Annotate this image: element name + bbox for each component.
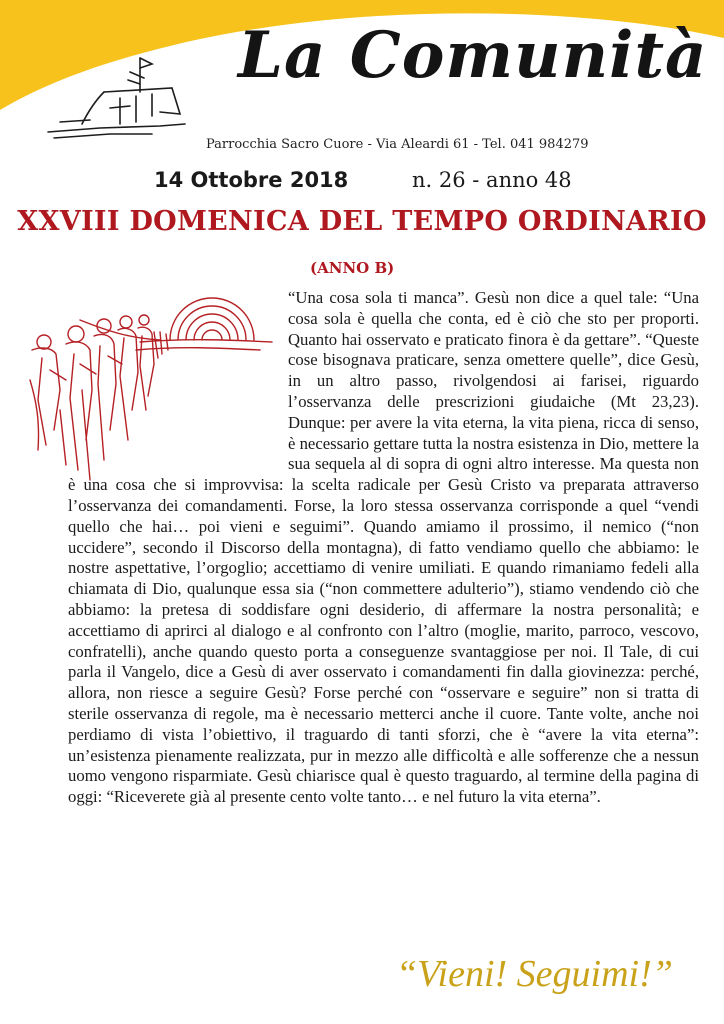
motto-wrap-gap: [699, 288, 700, 914]
article-text: “Una cosa sola ti manca”. Gesù non dice a quel tale: “Una cosa sola è quella che conta, ed è ciò che sto per proporti. Quanto hai osservato e praticato finora è da gettare”. “Queste cose bisognava praticare, senza omettere quelle”, dice Gesù, in un altro passo, rivolgendosi ai farisei, riguardo l’osservanza delle prescrizioni giudaiche (Mt 23,23). Dunque: per avere la vita eterna, la vita piena, ricca di senso, è necessario gettare tutta la nostra esistenza in Dio, mettere la sua sequela al di sopra di ogni altro interesse. Ma questa non è una cosa che si improvvisa: la scelta radicale per Gesù Cristo va preparata attraverso l’osservanza dei comandamenti. Forse, la loro stessa osservanza corrisponde a quel “vendi quello che hai… poi vieni e seguimi”. Quando amiamo il prossimo, il nemico (“non uccidere”, secondo il Discorso della montagna), di fatto vendiamo quello che abbiamo: le nostre aspettative, l’orgoglio; accettiamo di venire umiliati. E quando rimaniamo fedeli alla chiamata di Dio, qualunque essa sia (“non commettere adulterio”), stiamo vendendo ciò che abbiamo: la pretesa di soddisfare ogni desiderio, di affermare la nostra personalità; e accettiamo di aprirci al dialogo e al confronto con l’altro (moglie, marito, parroco, vescovo, confratelli), anche quando questo porta a conseguenze svantaggiose per noi. Il Tale, di cui parla il Vangelo, dice a Gesù di aver osservato i comandamenti fin dalla giovinezza: perché, allora, non riesce a seguire Gesù? Forse perché con “osservare e seguire” non si tratta di sterile osservanza di regole, ma è necessario metterci anche il cuore. Tante volte, anche noi perdiamo di vista l’obiettivo, il traguardo di tanti sforzi, che è “avere la vita eterna”: un’esistenza pienamente realizzata, pur in mezzo alle difficoltà e alle sofferenze che a nessun uomo vengono risparmiate. Gesù chiarisce qual è questo traguardo, al termine della pagina di oggi: “Riceverete già al presente cento volte tanto… e nel futuro la vita eterna”.: [68, 288, 699, 807]
issue-number: n. 26 - anno 48: [412, 168, 572, 192]
illustration-wrap-space: [68, 288, 288, 472]
article-body: [68, 288, 700, 976]
issue-date: 14 Ottobre 2018: [154, 168, 349, 192]
masthead-title: La Comunità: [238, 18, 708, 93]
liturgical-year-subtitle: (ANNO B): [310, 259, 395, 277]
parish-contact-line: Parrocchia Sacro Cuore - Via Aleardi 61 - Tel. 041 984279: [206, 137, 589, 152]
sunday-headline: XXVIII DOMENICA DEL TEMPO ORDINARIO: [17, 206, 707, 237]
motto-caption: “Vieni! Seguimi!”: [396, 953, 673, 995]
church-logo-icon: [40, 52, 190, 142]
